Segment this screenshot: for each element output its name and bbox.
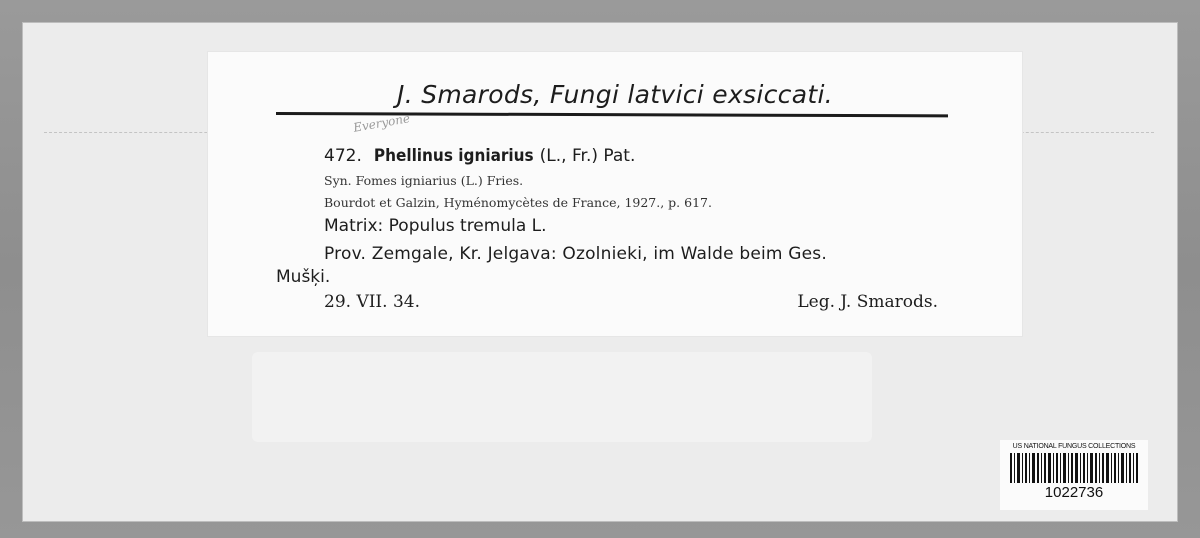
barcode-title: US NATIONAL FUNGUS COLLECTIONS bbox=[1012, 443, 1136, 450]
species-line bbox=[324, 146, 635, 166]
label-header: J. Smarods, Fungi latvici exsiccati. bbox=[397, 80, 833, 109]
species-name: Phellinus igniarius bbox=[373, 146, 534, 166]
specimen-label bbox=[208, 52, 1022, 336]
synonym-line: Syn. Fomes igniarius (L.) Fries. bbox=[324, 173, 524, 188]
barcode-label bbox=[1000, 440, 1148, 510]
collector-line: Leg. J. Smarods. bbox=[797, 292, 938, 312]
catalog-number: 1022736 bbox=[1044, 484, 1104, 501]
locality-line: Prov. Zemgale, Kr. Jelgava: Ozolnieki, im Walde beim Ges. bbox=[324, 244, 827, 264]
exsiccata-number: 472. bbox=[324, 146, 362, 166]
collection-date: 29. VII. 34. bbox=[324, 292, 420, 312]
reference-line: Bourdot et Galzin, Hyménomycètes de France, 1927., p. 617. bbox=[324, 195, 712, 210]
locality-line-continued: Mušķi. bbox=[276, 267, 331, 287]
species-authority: (L., Fr.) Pat. bbox=[539, 146, 636, 166]
matrix-line: Matrix: Populus tremula L. bbox=[324, 216, 547, 236]
barcode-icon bbox=[1010, 453, 1138, 483]
pencil-annotation: Everyone bbox=[352, 111, 411, 135]
packet-shadow bbox=[252, 352, 872, 442]
